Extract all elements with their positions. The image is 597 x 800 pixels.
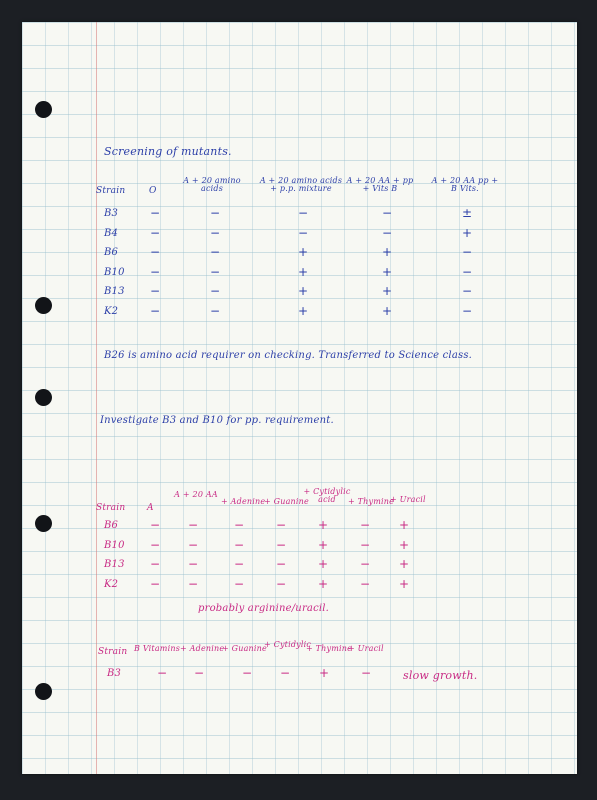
page-heading: Screening of mutants. [104, 145, 232, 158]
table1-cell: − [150, 303, 161, 318]
table2-cell: − [150, 537, 161, 552]
table1-cell: − [150, 225, 161, 240]
table3-header-bvitamins: B Vitamins [134, 644, 181, 653]
table1-header-20aa: A + 20 amino acids [183, 176, 241, 194]
table2-cell: − [360, 537, 371, 552]
table1-row-strain: K2 [104, 305, 119, 317]
table2-cell: − [188, 518, 199, 532]
table2-header-uracil: + Uracil [390, 495, 426, 504]
table2-cell: − [188, 576, 199, 591]
table1-cell: − [462, 264, 473, 279]
punch-hole [35, 101, 52, 118]
table1-cell: + [382, 303, 393, 318]
table1-cell: − [210, 245, 221, 259]
table1-header-b-vits: A + 20 AA pp + B Vits. [431, 176, 499, 194]
table2-cell: − [360, 518, 371, 532]
table2-cell: − [276, 557, 287, 571]
table1-row-strain: B6 [104, 247, 119, 258]
table3-header-adenine: + Adenine [180, 644, 225, 653]
table2-row-strain: B13 [104, 559, 125, 570]
table3-cell: − [194, 666, 205, 680]
table2-header-thymine: + Thymine [348, 497, 395, 506]
punch-hole [35, 297, 52, 314]
table1-cell: − [150, 284, 161, 298]
table3-cell: + [319, 666, 330, 680]
table1-cell: + [382, 264, 393, 279]
table2-cell: − [150, 576, 161, 591]
table1-row-strain: B10 [104, 266, 125, 278]
punch-hole [35, 683, 52, 700]
table3-header-strain: Strain [98, 647, 128, 657]
table1-cell: − [210, 264, 221, 279]
table3-cell: − [361, 666, 372, 680]
table2-cell: − [234, 537, 245, 552]
table2-cell: − [234, 518, 245, 532]
table2-cell: + [399, 557, 410, 571]
table2-header-cytidylic: + Cytidylic acid [303, 487, 351, 505]
table1-cell: − [462, 284, 473, 298]
table2-cell: + [399, 537, 410, 552]
table2-cell: − [188, 537, 199, 552]
table2-cell: − [150, 557, 161, 571]
punch-hole [35, 515, 52, 532]
table3-header-thymine: + Thymine [306, 644, 353, 653]
table1-cell: + [298, 284, 309, 298]
table2-cell: + [318, 557, 329, 571]
table2-header-20aa: A + 20 AA [174, 490, 218, 499]
table1-cell: − [210, 284, 221, 298]
table3-cell: − [157, 666, 168, 680]
table3-header-guanine: + Guanine [222, 644, 267, 653]
table2-header-strain: Strain [96, 503, 126, 513]
table1-cell: ± [462, 206, 473, 220]
table2-cell: + [318, 518, 329, 532]
table3-header-uracil: + Uracil [348, 644, 384, 653]
table1-row-strain: B4 [104, 227, 119, 239]
table1-cell: − [382, 206, 393, 220]
table1-row-strain: B3 [104, 208, 119, 219]
table2-row-strain: K2 [104, 578, 119, 590]
table2-cell: + [399, 576, 410, 591]
table1-cell: − [210, 206, 221, 220]
table1-cell: − [210, 225, 221, 240]
table1-cell: − [298, 225, 309, 240]
table1-cell: − [462, 303, 473, 318]
table2-cell: − [234, 576, 245, 591]
table1-cell: − [298, 206, 309, 220]
table2-cell: + [318, 576, 329, 591]
punch-hole [35, 389, 52, 406]
table2-cell: − [188, 557, 199, 571]
table1-cell: + [298, 303, 309, 318]
table2-header-guanine: + Guanine [264, 497, 309, 506]
note-b26: B26 is amino acid requirer on checking. Transferred to Science class. [104, 350, 473, 361]
table1-cell: − [150, 206, 161, 220]
table1-cell: − [210, 303, 221, 318]
note-slow-growth: slow growth. [403, 669, 478, 682]
table2-header-a: A [147, 503, 154, 513]
table1-cell: + [382, 284, 393, 298]
table2-row-strain: B6 [104, 520, 119, 531]
table1-header-pp-mixture: A + 20 amino acids + p.p. mixture [259, 176, 343, 194]
table2-cell: + [399, 518, 410, 532]
table2-row-strain: B10 [104, 539, 125, 551]
table1-cell: + [462, 225, 473, 240]
note-probably: probably arginine/uracil. [198, 603, 330, 614]
table2-cell: − [360, 576, 371, 591]
table2-cell: − [360, 557, 371, 571]
table1-cell: − [150, 245, 161, 259]
table1-cell: − [382, 225, 393, 240]
table3-cell: − [280, 666, 291, 680]
table2-cell: − [276, 518, 287, 532]
notebook-page [22, 22, 577, 774]
table3-row-strain: B3 [107, 668, 122, 679]
table2-header-adenine: + Adenine [221, 497, 266, 506]
table1-cell: + [298, 264, 309, 279]
table3-header-cytidylic: + Cytidylic [264, 640, 312, 649]
table1-row-strain: B13 [104, 286, 125, 297]
table1-cell: − [462, 245, 473, 259]
table1-header-strain: Strain [96, 186, 126, 196]
table1-header-vits-b: A + 20 AA + pp + Vits B [346, 176, 414, 194]
table1-cell: + [298, 245, 309, 259]
table2-cell: − [150, 518, 161, 532]
table2-cell: − [234, 557, 245, 571]
table3-cell: − [242, 666, 253, 680]
table2-cell: − [276, 576, 287, 591]
table2-cell: + [318, 537, 329, 552]
table1-cell: − [150, 264, 161, 279]
table1-header-0: O [149, 186, 157, 196]
table2-cell: − [276, 537, 287, 552]
table1-cell: + [382, 245, 393, 259]
note-investigate: Investigate B3 and B10 for pp. requirement. [100, 415, 334, 426]
